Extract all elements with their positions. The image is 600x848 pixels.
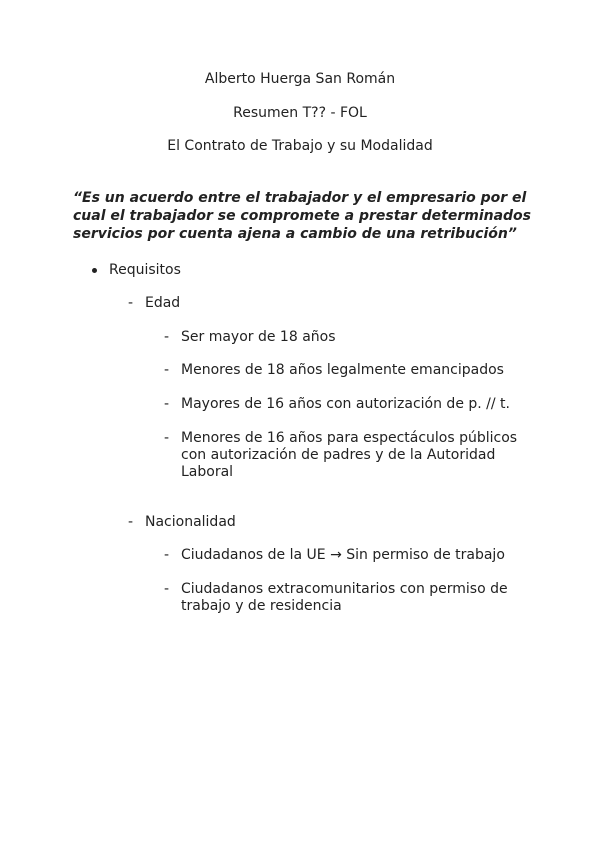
edad-item-3: Mayores de 16 años con autorización de p. // t. <box>181 396 510 412</box>
dash-icon: - <box>164 581 170 597</box>
requisitos-heading: Requisitos <box>109 262 181 278</box>
dash-icon: - <box>164 430 170 446</box>
dash-icon: - <box>128 295 134 311</box>
edad-item-4: Menores de 16 años para espectáculos públicos con autorización de padres y de la Autoridad Laboral <box>181 430 518 480</box>
document-title: El Contrato de Trabajo y su Modalidad <box>167 138 433 154</box>
definition-quote: “Es un acuerdo entre el trabajador y el empresario por el cual el trabajador se compromete a prestar determinados servicios por cuenta ajena a cambio de una retribución” <box>73 190 532 242</box>
dash-icon: - <box>164 396 170 412</box>
nacionalidad-heading: Nacionalidad <box>145 514 236 530</box>
dash-icon: - <box>164 329 170 345</box>
bullet-icon <box>92 268 97 273</box>
summary-title: Resumen T?? - FOL <box>233 105 367 121</box>
nacionalidad-item-1: Ciudadanos de la UE → Sin permiso de trabajo <box>181 547 505 563</box>
author-name: Alberto Huerga San Román <box>204 71 396 87</box>
dash-icon: - <box>164 362 170 378</box>
edad-item-2: Menores de 18 años legalmente emancipados <box>181 362 504 378</box>
edad-item-1: Ser mayor de 18 años <box>181 329 336 345</box>
dash-icon: - <box>164 547 170 563</box>
edad-heading: Edad <box>145 295 181 311</box>
dash-icon: - <box>128 514 134 530</box>
nacionalidad-item-2: Ciudadanos extracomunitarios con permiso de trabajo y de residencia <box>181 581 508 614</box>
